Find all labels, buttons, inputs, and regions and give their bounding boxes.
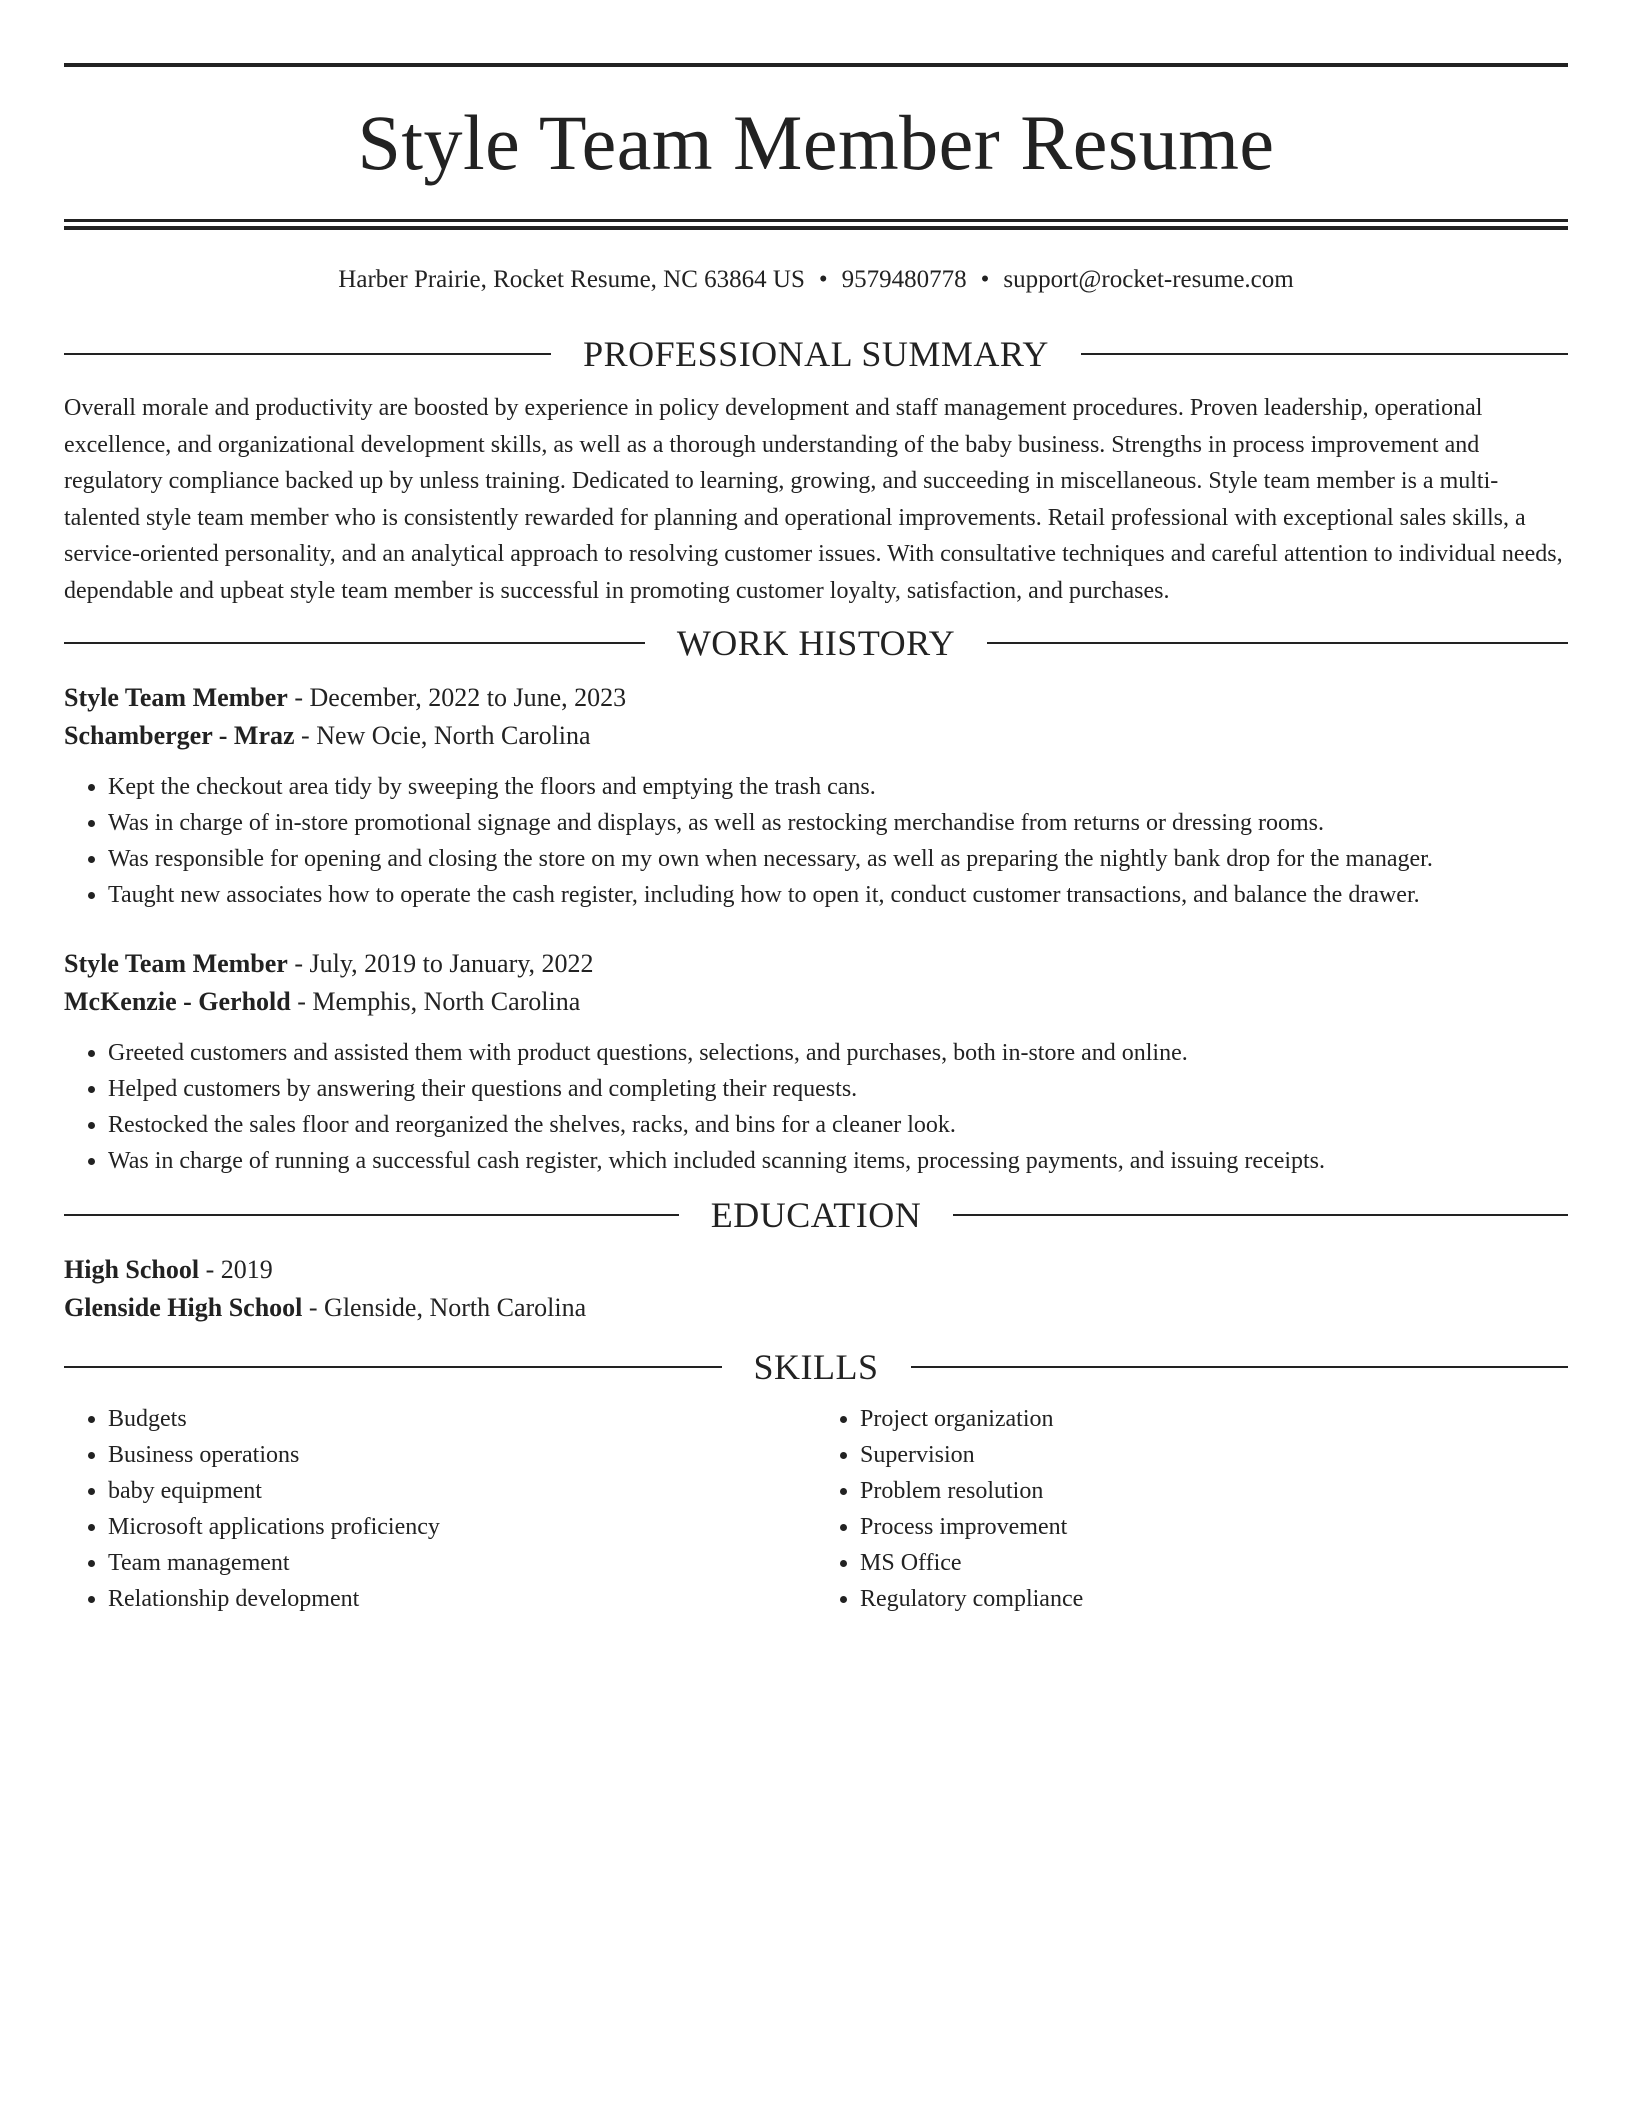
education-heading bbox=[64, 1193, 1568, 1237]
page-title: Style Team Member Resume bbox=[357, 99, 1275, 186]
skill-item: • MS Office bbox=[860, 1545, 1568, 1581]
job-company: McKenzie - Gerhold bbox=[64, 987, 291, 1016]
job-company: Schamberger - Mraz bbox=[64, 721, 295, 750]
contact-address: Harber Prairie, Rocket Resume, NC 63864 US bbox=[338, 266, 805, 293]
heading-rule-left bbox=[64, 1214, 679, 1216]
job-dates: - July, 2019 to January, 2022 bbox=[287, 949, 594, 978]
skill-item: • Regulatory compliance bbox=[860, 1581, 1568, 1617]
top-rule bbox=[64, 63, 1568, 67]
contact-line bbox=[64, 264, 1568, 296]
education-year: - 2019 bbox=[199, 1255, 273, 1284]
contact-email: support@rocket-resume.com bbox=[1003, 266, 1294, 293]
job-location: - Memphis, North Carolina bbox=[290, 987, 581, 1016]
education-school-line bbox=[64, 1289, 1568, 1327]
heading-rule-right bbox=[911, 1366, 1569, 1368]
skill-item: • Project organization bbox=[860, 1401, 1568, 1437]
skills-heading-label: SKILLS bbox=[753, 1347, 879, 1387]
skill-item: • Supervision bbox=[860, 1437, 1568, 1473]
contact-phone: 9579480778 bbox=[841, 266, 967, 293]
job-location: - New Ocie, North Carolina bbox=[294, 721, 591, 750]
skills-list-left bbox=[64, 1401, 816, 1617]
job-title-line bbox=[64, 679, 1568, 717]
job-dates: - December, 2022 to June, 2023 bbox=[287, 683, 627, 712]
job-bullets bbox=[64, 1035, 1568, 1179]
job-company-line bbox=[64, 717, 1568, 755]
job-title-line bbox=[64, 945, 1568, 983]
job-company-line bbox=[64, 983, 1568, 1021]
skill-item: • Process improvement bbox=[860, 1509, 1568, 1545]
skill-item: • Relationship development bbox=[108, 1581, 816, 1617]
heading-rule-right bbox=[1081, 353, 1568, 355]
job-bullets bbox=[64, 769, 1568, 913]
skill-item: • Business operations bbox=[108, 1437, 816, 1473]
summary-heading-label: PROFESSIONAL SUMMARY bbox=[583, 334, 1049, 374]
list-item: • Kept the checkout area tidy by sweeping the floors and emptying the trash cans. bbox=[108, 769, 1568, 805]
skills-columns bbox=[64, 1401, 1568, 1617]
contact-separator: • bbox=[980, 266, 990, 293]
job-entry bbox=[64, 945, 1568, 1179]
job-title: Style Team Member bbox=[64, 683, 288, 712]
work-heading bbox=[64, 621, 1568, 665]
title-double-rule bbox=[64, 219, 1568, 230]
list-item: • Was responsible for opening and closing the store on my own when necessary, as well as preparing the nightly bank drop for the manager. bbox=[108, 841, 1568, 877]
heading-rule-right bbox=[953, 1214, 1568, 1216]
skill-item: • Microsoft applications proficiency bbox=[108, 1509, 816, 1545]
job-title: Style Team Member bbox=[64, 949, 288, 978]
list-item: • Greeted customers and assisted them with product questions, selections, and purchases, both in-store and online. bbox=[108, 1035, 1568, 1071]
work-heading-label: WORK HISTORY bbox=[676, 623, 956, 663]
education-degree-line bbox=[64, 1251, 1568, 1289]
skills-heading bbox=[64, 1345, 1568, 1389]
skill-item: • baby equipment bbox=[108, 1473, 816, 1509]
skill-item: • Problem resolution bbox=[860, 1473, 1568, 1509]
list-item: • Was in charge of running a successful cash register, which included scanning items, processing payments, and issuing receipts. bbox=[108, 1143, 1568, 1179]
education-school: Glenside High School bbox=[64, 1293, 303, 1322]
education-degree: High School bbox=[64, 1255, 200, 1284]
heading-rule-left bbox=[64, 353, 551, 355]
list-item: • Restocked the sales floor and reorganized the shelves, racks, and bins for a cleaner look. bbox=[108, 1107, 1568, 1143]
education-heading-label: EDUCATION bbox=[710, 1195, 922, 1235]
summary-heading bbox=[64, 332, 1568, 376]
list-item: • Helped customers by answering their questions and completing their requests. bbox=[108, 1071, 1568, 1107]
heading-rule-left bbox=[64, 1366, 722, 1368]
skill-item: • Team management bbox=[108, 1545, 816, 1581]
contact-separator: • bbox=[818, 266, 828, 293]
list-item: • Taught new associates how to operate the cash register, including how to open it, conduct customer transactions, and balance the drawer. bbox=[108, 877, 1568, 913]
education-location: - Glenside, North Carolina bbox=[302, 1293, 587, 1322]
summary-text: Overall morale and productivity are boosted by experience in policy development and staff management procedures. Proven leadership, operational excellence, and organizational development skills, as well as a thorough understanding of the baby business. Strengths in process improvement and regulatory compliance backed up by unless training. Dedicated to learning, growing, and succeeding in miscellaneous. Style team member is a multi-talented style team member who is consistently rewarded for planning and operational improvements. Retail professional with exceptional sales skills, a service-oriented personality, and an analytical approach to resolving customer issues. With consultative techniques and careful attention to individual needs, dependable and upbeat style team member is successful in promoting customer loyalty, satisfaction, and purchases. bbox=[64, 395, 1563, 604]
skills-list-right bbox=[816, 1401, 1568, 1617]
list-item: • Was in charge of in-store promotional signage and displays, as well as restocking merchandise from returns or dressing rooms. bbox=[108, 805, 1568, 841]
education-entry bbox=[64, 1251, 1568, 1327]
skill-item: • Budgets bbox=[108, 1401, 816, 1437]
heading-rule-left bbox=[64, 642, 645, 644]
job-entry bbox=[64, 679, 1568, 913]
heading-rule-right bbox=[987, 642, 1568, 644]
